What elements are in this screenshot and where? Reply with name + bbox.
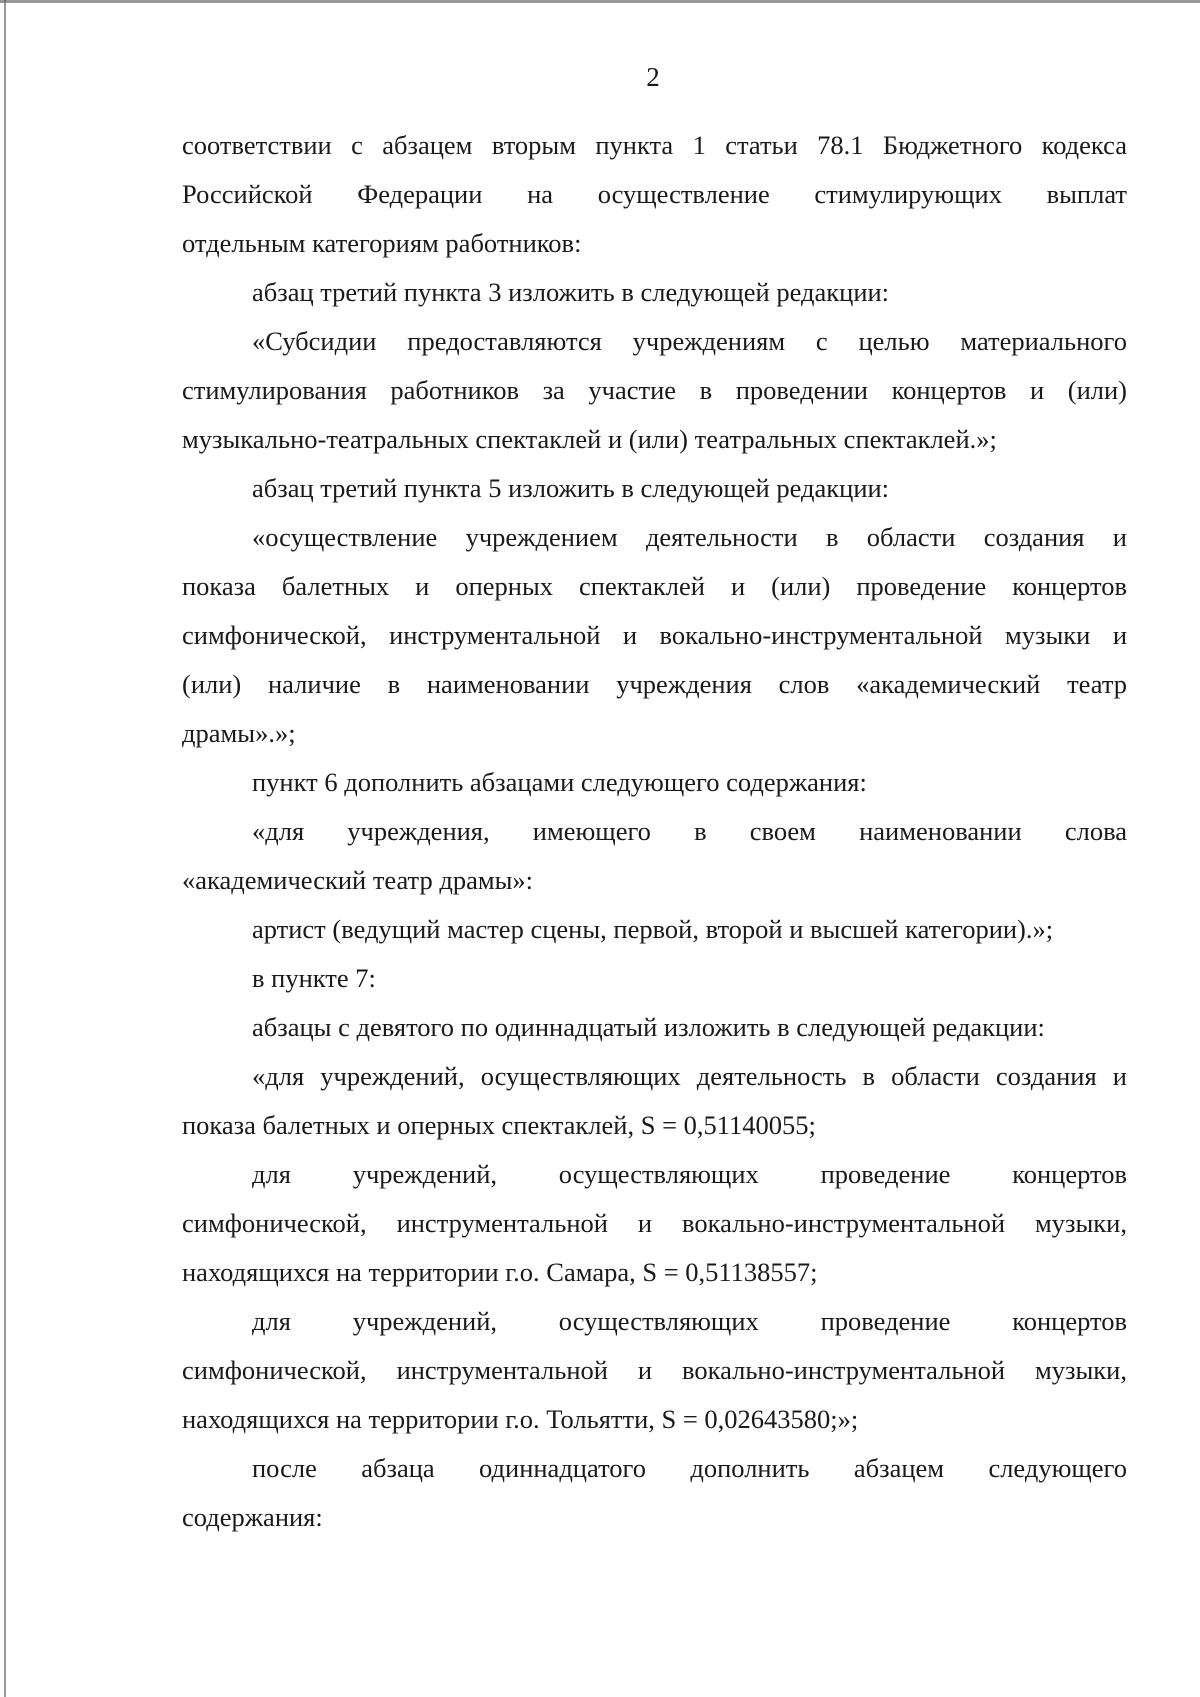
text-line: «для учреждения, имеющего в своем наименовании слова	[252, 816, 1127, 846]
text-line: симфонической, инструментальной и вокально-инструментальной музыки,	[182, 1208, 1127, 1238]
text-line: «для учреждений, осуществляющих деятельность в области создания и	[252, 1061, 1127, 1091]
text-line: для учреждений, осуществляющих проведение концертов	[252, 1306, 1127, 1336]
text-line: артист (ведущий мастер сцены, первой, второй и высшей категории).»;	[252, 914, 1054, 944]
scan-edge-top	[0, 0, 1200, 3]
text-line: «осуществление учреждением деятельности в области создания и	[252, 522, 1127, 552]
text-line: музыкально-театральных спектаклей и (или) театральных спектаклей.»;	[182, 424, 997, 454]
text-line: стимулирования работников за участие в проведении концертов и (или)	[182, 375, 1127, 405]
text-line: пункт 6 дополнить абзацами следующего содержания:	[252, 767, 867, 797]
text-line: симфонической, инструментальной и вокально-инструментальной музыки,	[182, 1355, 1127, 1385]
document-body	[182, 126, 1127, 1547]
text-line: абзац третий пункта 5 изложить в следующей редакции:	[252, 473, 890, 503]
text-line: (или) наличие в наименовании учреждения слов «академический театр	[182, 669, 1127, 699]
scan-edge-left	[4, 0, 6, 1697]
page-number: 2	[646, 62, 660, 92]
text-line: симфонической, инструментальной и вокально-инструментальной музыки и	[182, 620, 1127, 650]
text-line: «академический театр драмы»:	[182, 865, 534, 895]
text-line: находящихся на территории г.о. Тольятти, S = 0,02643580;»;	[182, 1404, 859, 1434]
text-line: «Субсидии предоставляются учреждениям с целью материального	[252, 326, 1127, 356]
text-line: Российской Федерации на осуществление стимулирующих выплат	[182, 179, 1127, 209]
text-line: для учреждений, осуществляющих проведение концертов	[252, 1159, 1127, 1189]
text-line: после абзаца одиннадцатого дополнить абзацем следующего	[252, 1453, 1127, 1483]
text-line: содержания:	[182, 1502, 323, 1532]
text-line: абзацы с девятого по одиннадцатый изложить в следующей редакции:	[252, 1012, 1045, 1042]
text-line: абзац третий пункта 3 изложить в следующей редакции:	[252, 277, 890, 307]
text-line: драмы».»;	[182, 718, 296, 748]
text-line: в пункте 7:	[252, 963, 376, 993]
text-line: соответствии с абзацем вторым пункта 1 статьи 78.1 Бюджетного кодекса	[182, 130, 1127, 160]
text-line: показа балетных и оперных спектаклей, S = 0,51140055;	[182, 1110, 816, 1140]
text-line: находящихся на территории г.о. Самара, S = 0,51138557;	[182, 1257, 818, 1287]
text-line: отдельным категориям работников:	[182, 228, 582, 258]
text-line: показа балетных и оперных спектаклей и (или) проведение концертов	[182, 571, 1127, 601]
